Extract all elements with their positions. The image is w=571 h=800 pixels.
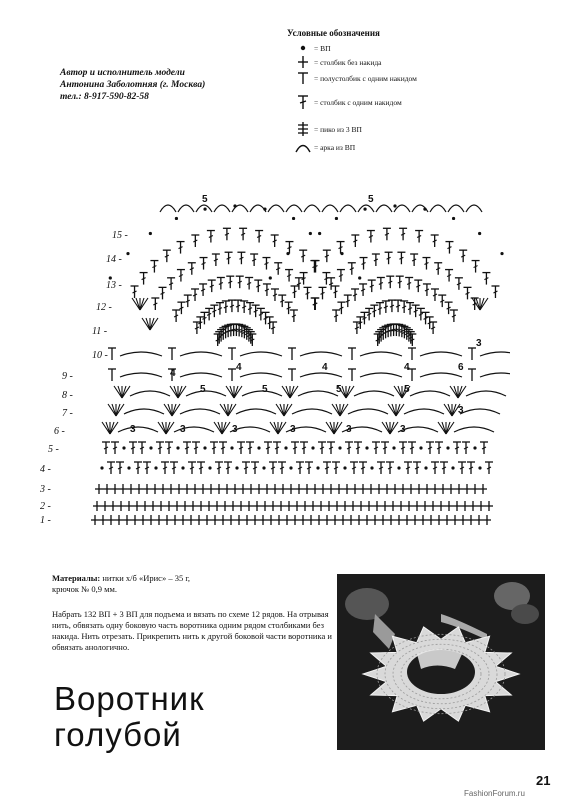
stitch-mark (472, 298, 480, 310)
chain-dot (363, 208, 366, 211)
chain-dot (269, 276, 272, 279)
legend-label: = столбик с одним накидом (314, 97, 402, 107)
row-label: 1 - (40, 515, 51, 526)
stitch-mark (178, 386, 186, 398)
chain-dot (473, 446, 476, 449)
stitch-count: 6 (458, 362, 464, 373)
dot-icon (292, 44, 314, 52)
plus-icon (292, 55, 314, 69)
stitch-count: 3 (130, 424, 136, 435)
chain-dot (289, 466, 292, 469)
legend-label: = пико из 3 ВП (314, 124, 362, 134)
stitch-mark (222, 422, 230, 434)
crossed-t-icon (292, 94, 314, 110)
chain-dot (203, 446, 206, 449)
stitch-mark (276, 404, 284, 416)
row-label: 2 - (40, 501, 51, 512)
chain-dot (284, 446, 287, 449)
stitch-mark (150, 318, 158, 330)
author-phone: тел.: 8-917-590-82-58 (60, 92, 149, 102)
stitch-mark (346, 386, 354, 398)
stitch-mark (110, 422, 118, 434)
chain-arc (448, 205, 464, 212)
chain-arc (268, 205, 284, 212)
chain-arc (180, 409, 220, 414)
chain-arc (250, 205, 266, 212)
stitch-mark (282, 386, 290, 398)
chain-arc (322, 205, 338, 212)
stitch-mark (450, 386, 458, 398)
chain-dot (478, 466, 481, 469)
materials-hook: крючок № 0,9 мм. (52, 584, 118, 594)
stitch-count: 3 (400, 424, 406, 435)
row-label: 12 - (96, 302, 112, 313)
row-label: 13 - (106, 280, 122, 291)
chain-arc (240, 373, 282, 377)
row-label: 14 - (106, 254, 122, 265)
chain-dot (397, 466, 400, 469)
chain-arc (298, 391, 338, 396)
stitch-mark (394, 386, 402, 398)
chain-dot (318, 232, 321, 235)
title-line-2: голубой (54, 716, 182, 753)
chain-arc (236, 409, 276, 414)
author-line: Автор и исполнитель модели (60, 68, 185, 78)
chain-dot (451, 466, 454, 469)
author-name: Антонина Заболотняя (г. Москва) (60, 80, 206, 90)
stitch-mark (444, 404, 452, 416)
chain-arc (292, 409, 332, 414)
stitch-count: 4 (404, 362, 410, 373)
stitch-count: 3 (290, 424, 296, 435)
chain-dot (446, 446, 449, 449)
legend-item-hdc (292, 71, 417, 85)
chain-dot (311, 446, 314, 449)
chain-dot (452, 217, 455, 220)
stitch-mark (334, 422, 342, 434)
arc-icon (292, 141, 314, 153)
chain-arc (130, 391, 170, 396)
stitch-mark (132, 298, 140, 310)
stitch-mark (116, 404, 124, 416)
chart-stitch-counts (130, 194, 482, 435)
chain-dot (127, 466, 130, 469)
picot-icon (292, 121, 314, 137)
chain-dot (257, 446, 260, 449)
crochet-chart (40, 180, 510, 540)
stitch-mark (142, 318, 150, 330)
row-label: 6 - (54, 426, 65, 437)
stitch-mark (214, 422, 222, 434)
chain-dot (392, 446, 395, 449)
stitch-count: 5 (202, 194, 208, 205)
stitch-count: 5 (368, 194, 374, 205)
article-title (54, 681, 205, 753)
stitch-mark (170, 386, 178, 398)
legend-item-arc (292, 140, 355, 154)
chain-arc (360, 352, 402, 356)
chain-dot (424, 466, 427, 469)
stitch-count: 3 (232, 424, 238, 435)
row-label: 3 - (40, 484, 51, 495)
stitch-count: 3 (476, 338, 482, 349)
stitch-count: 5 (200, 384, 206, 395)
chain-dot (370, 466, 373, 469)
instructions-text: Набрать 132 ВП + 3 ВП для подъема и вязать по схеме 12 рядов. На отрывая нить, обвязать одну боковую часть воротника одним рядом столбиками без накида. Нить отрезать. Прикрепить нить к другой боковой части воротника и обвязать анологично. (52, 609, 332, 652)
chain-arc (118, 427, 158, 432)
stitch-mark (388, 404, 396, 416)
chain-arc (460, 409, 500, 414)
chain-dot (100, 466, 103, 469)
legend-item-sc (292, 55, 381, 69)
chain-dot (292, 217, 295, 220)
chain-arc (124, 409, 164, 414)
collar-photo (337, 574, 545, 750)
chain-dot (343, 466, 346, 469)
chain-arc (376, 205, 392, 212)
page-number: 21 (536, 773, 551, 788)
chain-dot (500, 252, 503, 255)
stitch-mark (340, 404, 348, 416)
chain-arc (420, 352, 462, 356)
stitch-count: 4 (322, 362, 328, 373)
row-label: 7 - (62, 408, 73, 419)
stitch-mark (122, 386, 130, 398)
legend-label: = ВП (314, 43, 331, 53)
chain-arc (360, 373, 402, 377)
chain-arc (300, 352, 342, 356)
chain-dot (262, 466, 265, 469)
legend-item-ch (292, 41, 331, 55)
stitch-mark (382, 422, 390, 434)
stitch-mark (102, 422, 110, 434)
row-label: 11 - (92, 326, 108, 337)
chain-dot (478, 232, 481, 235)
row-label: 9 - (62, 371, 73, 382)
chain-arc (240, 352, 282, 356)
chain-arc (466, 391, 506, 396)
stitch-mark (278, 422, 286, 434)
chain-arc (466, 205, 482, 212)
chain-arc (180, 373, 222, 377)
stitch-mark (438, 422, 446, 434)
chain-arc (160, 205, 176, 212)
stitch-mark (228, 404, 236, 416)
legend-item-dc (292, 95, 402, 109)
t-icon (292, 71, 314, 85)
stitch-count: 5 (404, 384, 410, 395)
chain-arc (178, 205, 194, 212)
chain-dot (149, 232, 152, 235)
chain-dot (393, 204, 396, 207)
stitch-mark (458, 386, 466, 398)
chain-arc (430, 205, 446, 212)
stitch-count: 5 (336, 384, 342, 395)
row-label: 4 - (40, 464, 51, 475)
stitch-mark (446, 422, 454, 434)
materials-label: Материалы: (52, 573, 101, 583)
title-line-1: Воротник (54, 680, 205, 717)
stitch-mark (114, 386, 122, 398)
chart-symbols (91, 204, 510, 525)
stitch-mark (108, 404, 116, 416)
stitch-mark (226, 386, 234, 398)
chain-arc (340, 205, 356, 212)
chain-arc (354, 391, 394, 396)
stitch-mark (290, 386, 298, 398)
chain-arc (480, 373, 510, 377)
chain-dot (154, 466, 157, 469)
chain-dot (122, 446, 125, 449)
chain-arc (304, 205, 320, 212)
chain-arc (120, 352, 162, 356)
stitch-mark (396, 404, 404, 416)
stitch-count: 5 (262, 384, 268, 395)
chain-arc (286, 205, 302, 212)
chain-dot (149, 446, 152, 449)
legend-label: = столбик без накида (314, 57, 382, 67)
chain-dot (309, 232, 312, 235)
materials-block (52, 573, 327, 595)
legend-title: Условные обозначения (287, 28, 380, 38)
row-label: 5 - (48, 444, 59, 455)
legend-item-picot (292, 122, 362, 136)
legend-label: = полустолбик с одним накидом (314, 73, 417, 83)
chain-arc (454, 427, 494, 432)
stitch-mark (390, 422, 398, 434)
stitch-mark (172, 404, 180, 416)
chain-arc (120, 373, 162, 377)
chain-dot (203, 208, 206, 211)
chain-arc (180, 352, 222, 356)
stitch-mark (326, 422, 334, 434)
watermark: FashionForum.ru (464, 789, 525, 798)
chain-dot (335, 217, 338, 220)
stitch-count: 4 (236, 362, 242, 373)
chain-arc (420, 373, 462, 377)
legend-label: = арка из ВП (314, 142, 356, 152)
chain-dot (175, 217, 178, 220)
stitch-mark (220, 404, 228, 416)
stitch-count: 4 (170, 368, 176, 379)
chain-arc (300, 373, 342, 377)
chain-dot (365, 446, 368, 449)
stitch-mark (140, 298, 148, 310)
chain-dot (181, 466, 184, 469)
materials-yarn: нитки х/б «Ирис» – 35 г, (102, 573, 190, 583)
stitch-mark (158, 422, 166, 434)
chain-dot (286, 252, 289, 255)
stitch-mark (164, 404, 172, 416)
chain-arc (348, 409, 388, 414)
stitch-mark (480, 298, 488, 310)
row-label: 15 - (112, 230, 128, 241)
stitch-mark (234, 386, 242, 398)
chart-row-labels (40, 230, 128, 526)
chain-arc (186, 391, 226, 396)
chain-arc (412, 205, 428, 212)
stitch-mark (332, 404, 340, 416)
stitch-count: 3 (458, 405, 464, 416)
stitch-count: 3 (180, 424, 186, 435)
stitch-count: 3 (346, 424, 352, 435)
chain-dot (235, 466, 238, 469)
stitch-mark (270, 422, 278, 434)
author-block (60, 67, 205, 103)
chain-dot (419, 446, 422, 449)
stitch-mark (166, 422, 174, 434)
chain-dot (338, 446, 341, 449)
chain-dot (176, 446, 179, 449)
chain-arc (410, 391, 450, 396)
chain-dot (126, 252, 129, 255)
stitch-mark (284, 404, 292, 416)
chain-arc (480, 352, 510, 356)
row-label: 10 - (92, 350, 108, 361)
chain-dot (208, 466, 211, 469)
chain-arc (214, 205, 230, 212)
row-label: 8 - (62, 390, 73, 401)
chain-dot (358, 276, 361, 279)
chain-arc (404, 409, 444, 414)
chain-dot (316, 466, 319, 469)
chain-dot (230, 446, 233, 449)
